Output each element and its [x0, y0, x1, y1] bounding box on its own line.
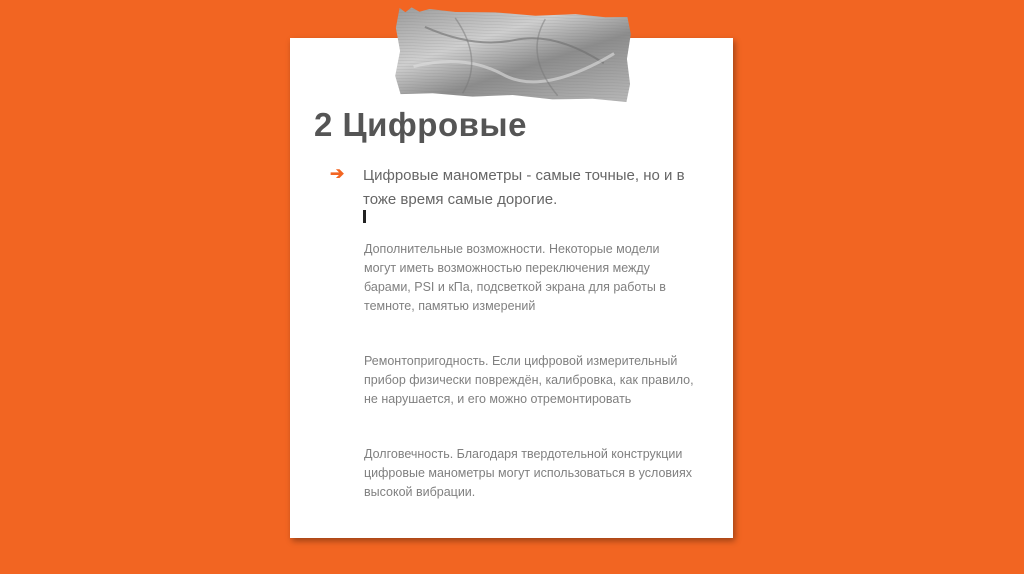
slide-title: 2 Цифровые	[314, 106, 527, 143]
text-cursor	[363, 210, 366, 223]
paragraph-features: Дополнительные возможности. Некоторые модели могут иметь возможностью переключения между барами, PSI и кПа, подсветкой экрана для работы в темноте, памятью измерений	[364, 242, 666, 313]
note-card	[290, 38, 733, 538]
paragraph-repairability: Ремонтопригодность. Если цифровой измерительный прибор физически повреждён, калибровка, как правило, не нарушается, и его можно отремонтировать	[364, 354, 694, 406]
bullet-text: Цифровые манометры - самые точные, но и в тоже время самые дорогие.	[363, 167, 685, 208]
tape-strip	[393, 6, 634, 104]
arrow-right-icon: ➔	[330, 164, 345, 183]
paragraph-durability: Долговечность. Благодаря твердотельной конструкции цифровые манометры могут использоваться в условиях высокой вибрации.	[364, 447, 693, 499]
